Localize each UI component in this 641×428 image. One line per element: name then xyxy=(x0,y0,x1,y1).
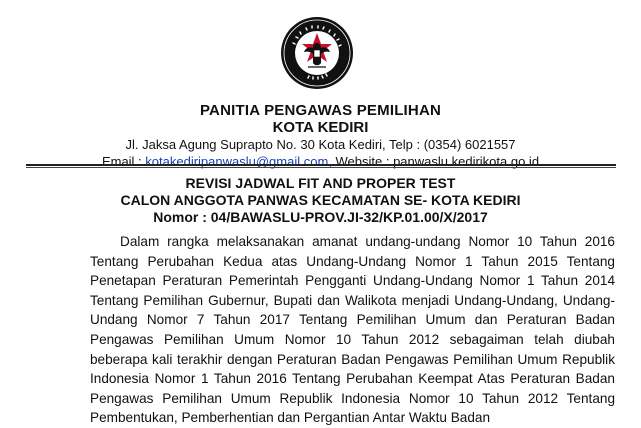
organization-name: PANITIA PENGAWAS PEMILIHAN xyxy=(199,102,442,119)
address-line: Jl. Jaksa Agung Suprapto No. 30 Kota Kediri, Telp : (0354) 6021557 xyxy=(125,137,516,152)
letterhead-divider xyxy=(26,164,616,166)
title-line-1: REVISI JADWAL FIT AND PROPER TEST xyxy=(185,175,456,191)
title-line-3: Nomor : 04/BAWASLU-PROV.JI-32/KP.01.00/X/2017 xyxy=(153,209,488,225)
letterhead xyxy=(0,103,641,170)
email-link[interactable]: kotakediripanwaslu@gmail.com xyxy=(145,154,329,169)
email-label: Email : xyxy=(101,154,146,169)
website-link[interactable]: panwaslu.kedirikota.go.id xyxy=(393,154,540,169)
body-paragraph: Dalam rangka melaksanakan amanat undang-undang Nomor 10 Tahun 2016 Tentang Perubahan Kedua atas Undang-Undang Nomor 1 Tahun 2015 Tentang Penetapan Peraturan Pemerintah Pengganti Undang-Undang Nomor 1 Tahun 2014 Tentang Pemilihan Gubernur, Bupati dan Walikota menjadi Undang-Undang, Undang-Undang Nomor 7 Tahun 2017 Tentang Pemilihan Umum dan Peraturan Badan Pengawas Pemilihan Umum Nomor 10 Tahun 2012 sebagaiman telah diubah beberapa kali terakhir dengan Peraturan Badan Pengawas Pemilihan Umum Republik Indonesia Nomor 1 Tahun 2016 Tentang Perubahan Keempat Atas Peraturan Badan Pengawas Pemilihan Umum Republik Indonesia Nomor 10 Tahun 2012 Tentang Pembentukan, Pemberhentian dan Pergantian Antar Waktu Badan xyxy=(90,234,615,426)
title-line-2: CALON ANGGOTA PANWAS KECAMATAN SE- KOTA KEDIRI xyxy=(120,192,521,208)
letterhead-divider-thin xyxy=(26,167,616,168)
city-name: KOTA KEDIRI xyxy=(272,119,369,136)
document-title xyxy=(0,175,641,226)
bawaslu-emblem-icon xyxy=(280,16,354,90)
website-label: , Website : xyxy=(328,154,394,169)
